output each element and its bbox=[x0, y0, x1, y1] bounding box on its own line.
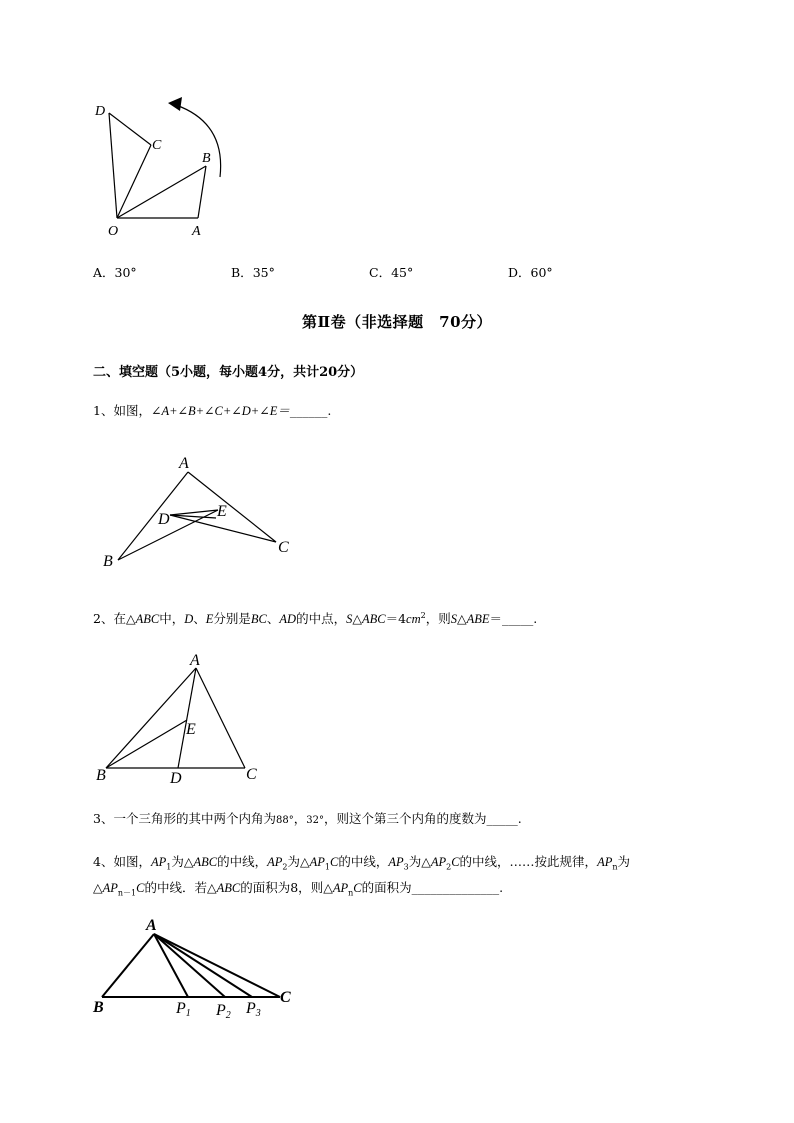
q1-blank[interactable]: ______ bbox=[289, 403, 328, 418]
q1-expression: ∠A+∠B+∠C+∠D+∠E＝ bbox=[150, 404, 290, 418]
label-o: O bbox=[108, 224, 119, 239]
q4-blank[interactable]: ______________ bbox=[411, 880, 500, 895]
segment-ob bbox=[117, 166, 206, 218]
segment-od bbox=[109, 113, 117, 218]
question-4-line-1: 4、如图，$AP_1$为△ABC的中线，$AP_2$为$\triangle AP_1C$的中线，$AP_3$为$\triangle AP_2C$的中线，……按此规律，$AP_n$为 bbox=[93, 854, 631, 872]
label-a: A bbox=[146, 917, 157, 934]
label-b: B bbox=[103, 553, 113, 570]
label-e: E bbox=[186, 721, 196, 738]
segment-ad bbox=[178, 668, 196, 768]
segment-ac bbox=[196, 668, 245, 768]
label-d: D bbox=[95, 104, 106, 119]
label-c: C bbox=[278, 539, 289, 556]
segment-ab bbox=[106, 668, 196, 768]
label-c: C bbox=[280, 989, 291, 1006]
segment-ac bbox=[154, 934, 280, 997]
label-e: E bbox=[217, 503, 227, 520]
label-a: A bbox=[179, 455, 189, 472]
question-3: 3、一个三角形的其中两个内角为88°，32°，则这个第三个内角的度数为_____. bbox=[93, 811, 522, 826]
label-p3: P3 bbox=[246, 1000, 261, 1019]
option-a[interactable]: A．30° bbox=[93, 265, 137, 280]
label-a: A bbox=[190, 652, 200, 669]
q3-blank[interactable]: _____ bbox=[486, 811, 518, 826]
q2-blank[interactable]: _____ bbox=[502, 611, 534, 627]
segment-dc bbox=[109, 113, 151, 145]
segment-ap2 bbox=[154, 934, 225, 997]
segment-ap3 bbox=[154, 934, 252, 997]
question-2: 2、在△ABC中，D、E分别是BC、AD的中点，$S\triangle ABC=4cm^2$，则S△ABE＝_____. bbox=[93, 611, 538, 627]
rotation-arc bbox=[176, 105, 221, 177]
segment-ba bbox=[198, 166, 206, 218]
question-1: 1、如图，∠A+∠B+∠C+∠D+∠E＝______. bbox=[93, 403, 332, 418]
rotation-figure bbox=[90, 95, 240, 245]
segment-oc bbox=[117, 145, 151, 218]
question-4-line-2: $\triangle AP_{n-1}C$的中线．若△ABC的面积为8，则$\triangle AP_nC$的面积为______________. bbox=[93, 880, 504, 898]
section-title: 第Ⅱ卷（非选择题 70分） bbox=[301, 313, 493, 331]
segment-be bbox=[106, 720, 187, 768]
segment-ab bbox=[102, 934, 154, 997]
star-figure bbox=[98, 452, 298, 572]
arrow-head-icon bbox=[168, 97, 182, 111]
label-b: B bbox=[202, 151, 211, 166]
option-c[interactable]: C．45° bbox=[369, 265, 414, 280]
label-b: B bbox=[93, 999, 104, 1016]
label-p2: P2 bbox=[216, 1002, 231, 1021]
option-b[interactable]: B．35° bbox=[231, 265, 275, 280]
label-p1: P1 bbox=[176, 1000, 191, 1019]
segment-ac bbox=[188, 472, 276, 542]
label-c: C bbox=[246, 766, 257, 783]
label-b: B bbox=[96, 767, 106, 784]
median-sequence-figure bbox=[90, 912, 310, 1022]
option-d[interactable]: D．60° bbox=[508, 265, 553, 280]
triangle-abc-figure bbox=[92, 648, 272, 788]
label-c: C bbox=[152, 138, 162, 153]
label-d: D bbox=[170, 770, 182, 787]
label-d: D bbox=[158, 511, 170, 528]
label-a: A bbox=[192, 224, 201, 239]
part-heading: 二、填空题（5小题，每小题4分，共计20分） bbox=[93, 365, 364, 380]
